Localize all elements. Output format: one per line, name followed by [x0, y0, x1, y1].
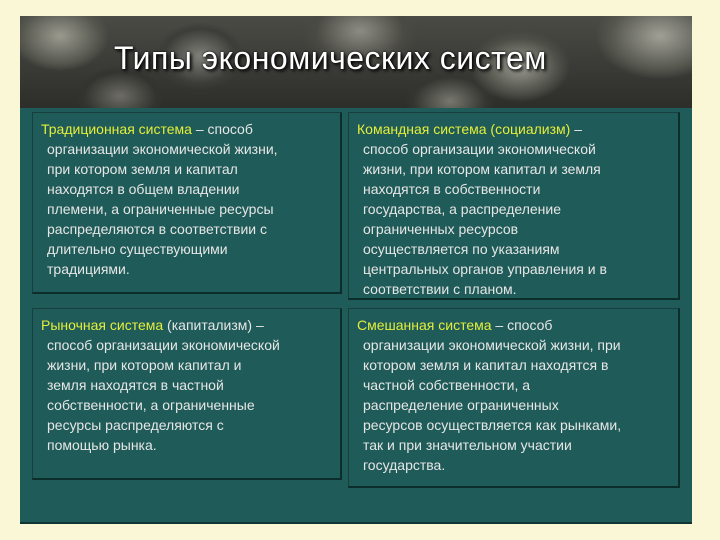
panel-text: Командная система (социализм) – способ организации экономической жизни, при котором капитал и земля находятся в собственности государства, а распределение ограниченных ресурсов осуществляется по указаниям центральных органов управления и в соответствии с планом.: [357, 121, 607, 297]
panel-command: [348, 112, 680, 300]
term-market: Рыночная система: [41, 317, 164, 333]
panel-mixed: [348, 308, 680, 488]
slide-title: Типы экономических систем: [114, 40, 547, 76]
panel-market: [32, 308, 342, 480]
slide: [20, 16, 692, 524]
panel-traditional: [32, 112, 342, 294]
coins-header-image: [20, 16, 692, 108]
panel-text: Рыночная система (капитализм) – способ организации экономической жизни, при котором капитал и земля находятся в частной собственности, а ограниченные ресурсы распределяются с помощью рынка.: [41, 317, 280, 453]
panel-text: Смешанная система – способ организации экономической жизни, при котором земля и капитал находятся в частной собственности, а распределение ограниченных ресурсов осуществляется как рынками, так и при значительном участии государства.: [357, 317, 622, 473]
term-traditional: Традиционная система: [41, 121, 192, 137]
term-mixed: Смешанная система: [357, 317, 492, 333]
panel-text: Традиционная система – способ организации экономической жизни, при котором земля и капитал находятся в общем владении племени, а ограниченные ресурсы распределяются в соответствии с длительно существующими традициями.: [41, 121, 278, 277]
term-command: Командная система (социализм): [357, 121, 571, 137]
